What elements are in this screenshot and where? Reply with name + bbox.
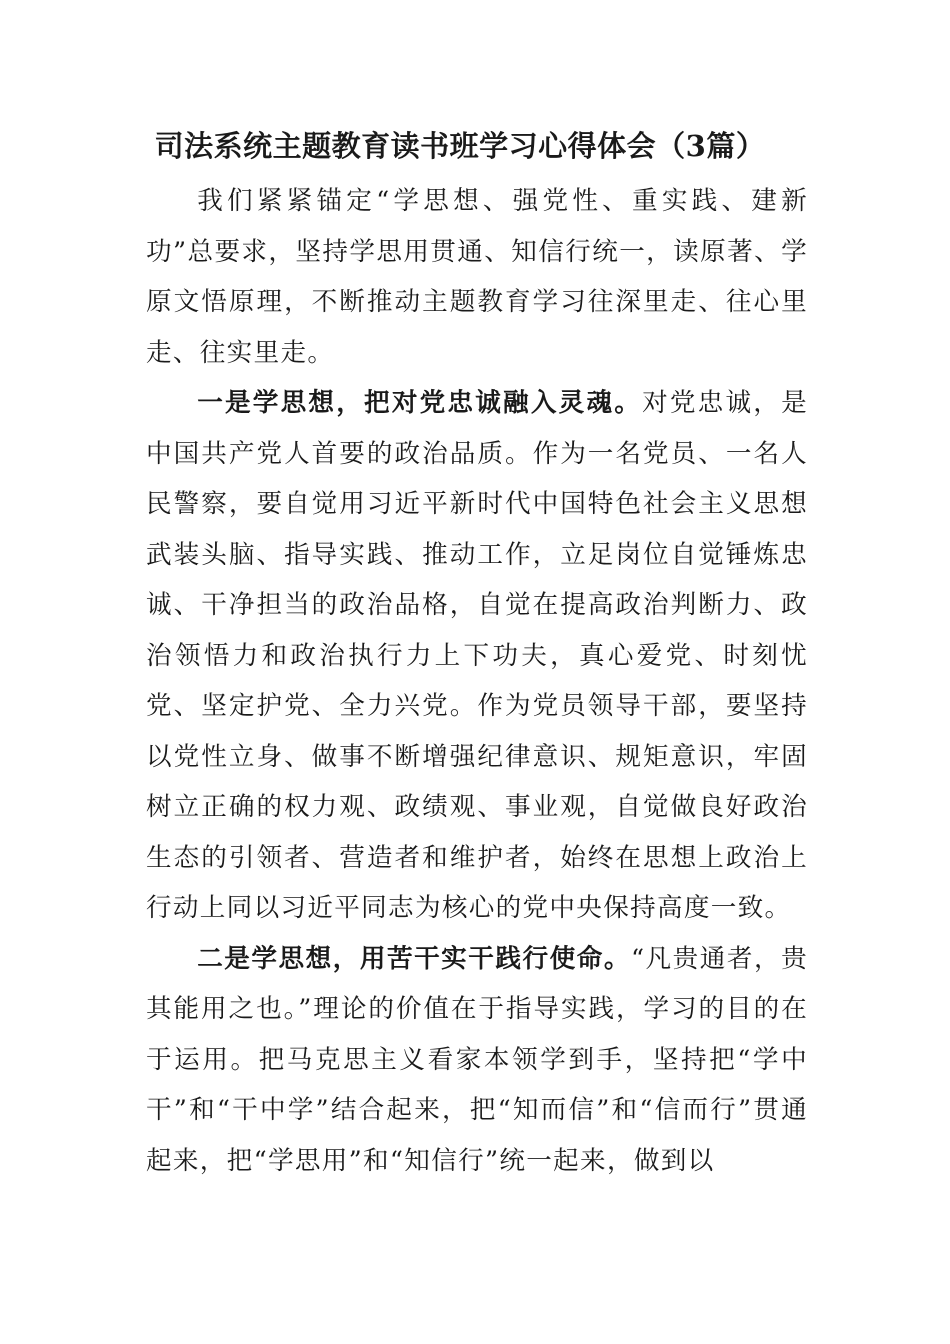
paragraph-intro <box>146 176 808 378</box>
document-title: 司法系统主题教育读书班学习心得体会（3篇） <box>154 129 766 163</box>
paragraph-text: 对党忠诚，是中国共产党人首要的政治品质。作为一名党员、一名人民警察，要自觉用习近平新时代中国特色社会主义思想武装头脑、指导实践、推动工作，立足岗位自觉锤炼忠诚、干净担当的政治品格，自觉在提高政治判断力、政治领悟力和政治执行力上下功夫，真心爱党、时刻忧党、坚定护党、全力兴党。作为党员领导干部，要坚持以党性立身、做事不断增强纪律意识、规矩意识，牢固树立正确的权力观、政绩观、事业观，自觉做良好政治生态的引领者、营造者和维护者，始终在思想上政治上行动上同以习近平同志为核心的党中央保持高度一致。 <box>146 388 808 923</box>
paragraph-lead: 二是学思想，用苦干实干践行使命。 <box>197 943 631 974</box>
paragraph-point-two <box>146 934 808 1187</box>
paragraph-text: “凡贵通者，贵其能用之也。”理论的价值在于指导实践，学习的目的在于运用。把马克思主义看家本领学到手，坚持把“学中干”和“干中学”结合起来，把“知而信”和“信而行”贯通起来，把“学思用”和“知信行”统一起来，做到以 <box>146 943 808 1176</box>
paragraph-text: 我们紧紧锚定“学思想、强党性、重实践、建新功”总要求，坚持学思用贯通、知信行统一，读原著、学原文悟原理，不断推动主题教育学习往深里走、往心里走、往实里走。 <box>146 186 808 368</box>
paragraph-lead: 一是学思想，把对党忠诚融入灵魂。 <box>197 388 643 418</box>
paragraph-point-one <box>146 378 808 934</box>
document-body <box>146 176 808 1186</box>
